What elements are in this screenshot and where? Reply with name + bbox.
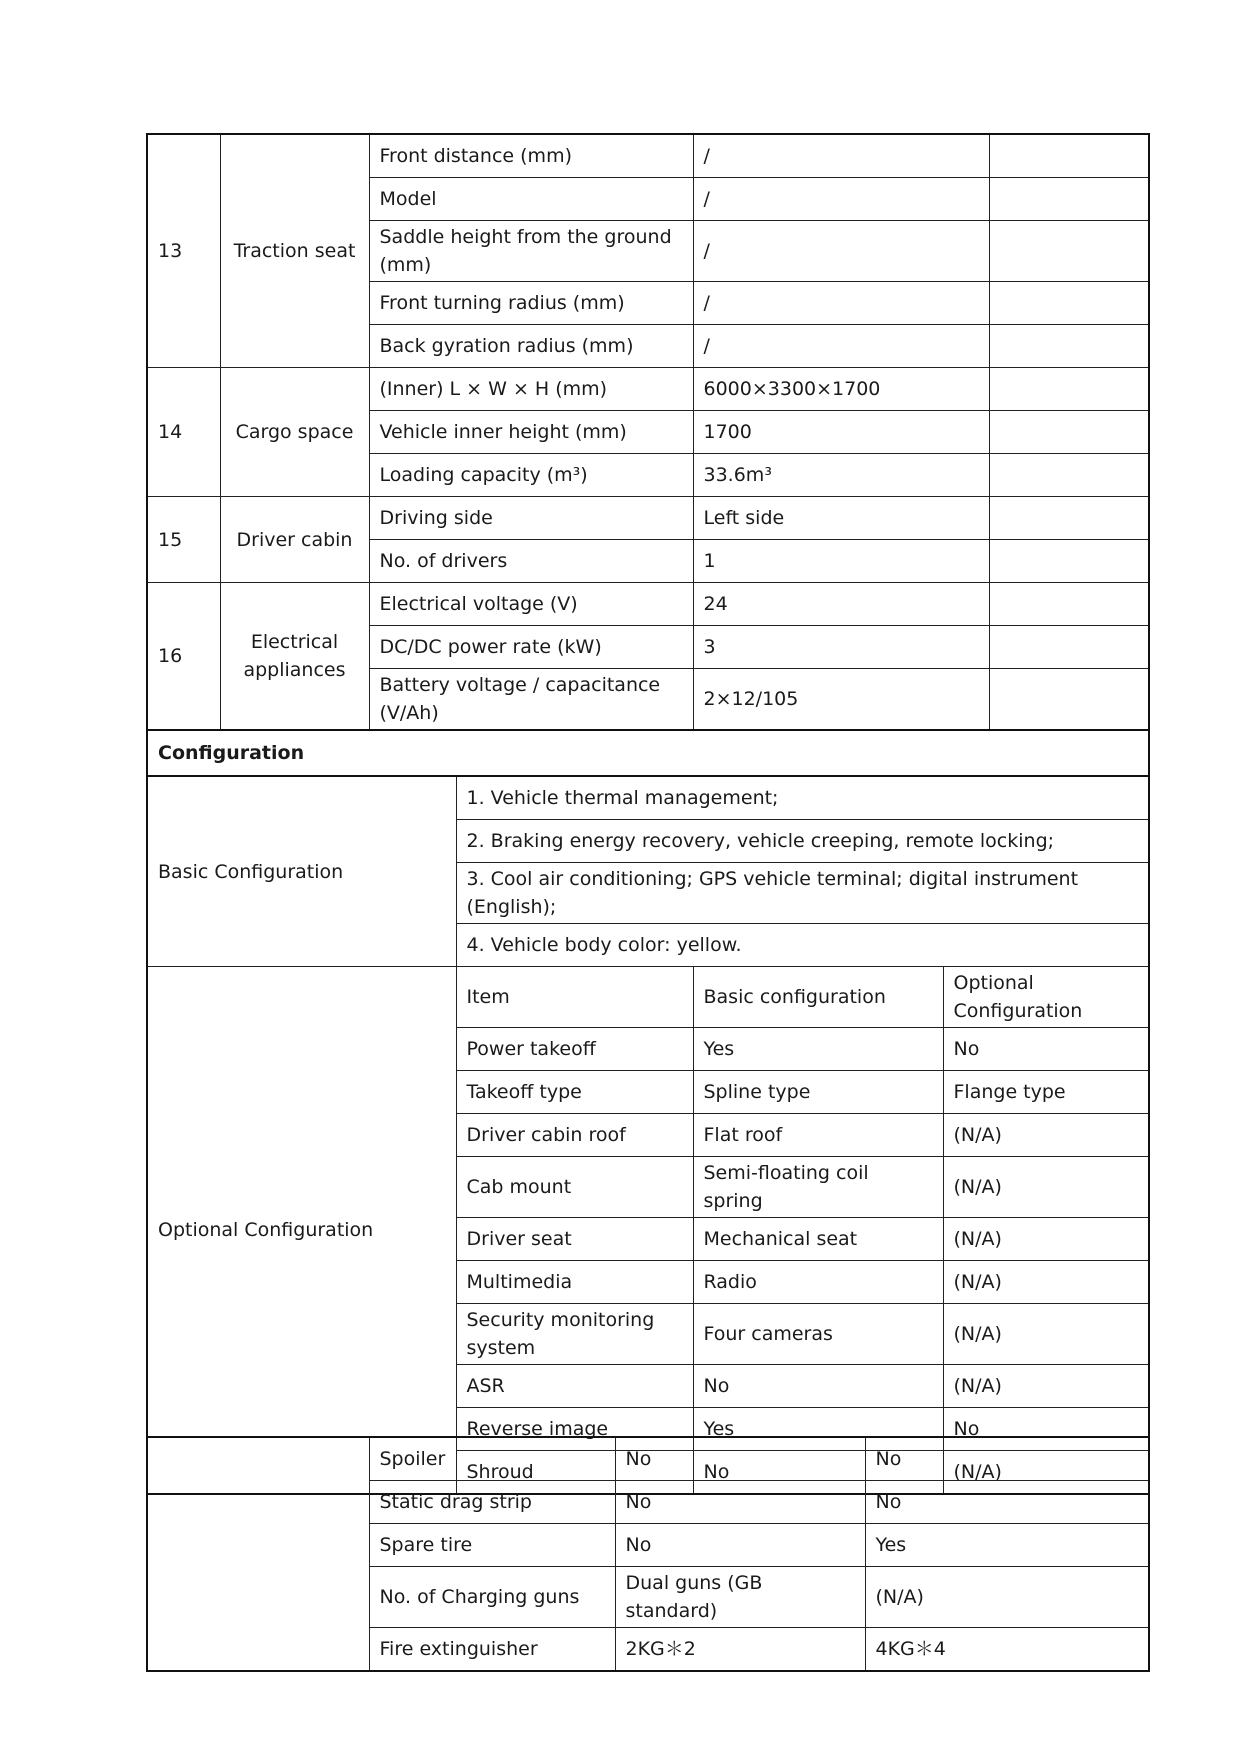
option-basic: No	[615, 1437, 865, 1481]
spec-value: /	[693, 134, 989, 178]
option-optional: (N/A)	[943, 1157, 1149, 1218]
optional-config-label: Optional Configuration	[147, 967, 456, 1495]
option-basic: 2KG＊2	[615, 1628, 865, 1672]
spec-note	[989, 221, 1149, 282]
spec-item: DC/DC power rate (kW)	[369, 626, 693, 669]
option-basic: No	[693, 1451, 943, 1495]
option-basic: Radio	[693, 1261, 943, 1304]
option-optional: No	[865, 1481, 1149, 1524]
spec-item: Driving side	[369, 497, 693, 540]
spec-value: 1700	[693, 411, 989, 454]
option-basic: Four cameras	[693, 1304, 943, 1365]
option-item: Driver cabin roof	[456, 1114, 693, 1157]
spec-value: 3	[693, 626, 989, 669]
option-basic: Yes	[693, 1408, 943, 1451]
option-optional: 4KG＊4	[865, 1628, 1149, 1672]
option-optional: (N/A)	[943, 1304, 1149, 1365]
spec-note	[989, 669, 1149, 731]
column-header-optional: Optional Configuration	[943, 967, 1149, 1028]
option-item: Power takeoff	[456, 1028, 693, 1071]
spec-note	[989, 134, 1149, 178]
option-optional: Yes	[865, 1524, 1149, 1567]
option-basic: Flat roof	[693, 1114, 943, 1157]
spec-value: 1	[693, 540, 989, 583]
option-optional: No	[865, 1437, 1149, 1481]
spec-item: Vehicle inner height (mm)	[369, 411, 693, 454]
option-item: Driver seat	[456, 1218, 693, 1261]
spec-table	[146, 133, 1150, 1495]
option-basic: No	[615, 1524, 865, 1567]
spec-note	[989, 368, 1149, 411]
spec-note	[989, 626, 1149, 669]
spec-note	[989, 178, 1149, 221]
spec-row	[147, 368, 1149, 411]
option-basic: No	[693, 1365, 943, 1408]
spec-value: 33.6m³	[693, 454, 989, 497]
option-item: Takeoff type	[456, 1071, 693, 1114]
option-optional: Flange type	[943, 1071, 1149, 1114]
option-item: Spare tire	[369, 1524, 615, 1567]
spec-item: (Inner) L × W × H (mm)	[369, 368, 693, 411]
spec-note	[989, 411, 1149, 454]
spec-value: /	[693, 221, 989, 282]
option-basic: Yes	[693, 1028, 943, 1071]
group-number: 14	[147, 368, 220, 497]
option-item: ASR	[456, 1365, 693, 1408]
spec-row	[147, 497, 1149, 540]
spec-item: Back gyration radius (mm)	[369, 325, 693, 368]
optional-header-row	[147, 967, 1149, 1028]
option-optional: (N/A)	[943, 1365, 1149, 1408]
spec-value: Left side	[693, 497, 989, 540]
spec-row	[147, 583, 1149, 626]
spec-note	[989, 540, 1149, 583]
group-name: Traction seat	[220, 134, 369, 368]
option-item: Spoiler	[369, 1437, 615, 1481]
spec-item: Electrical voltage (V)	[369, 583, 693, 626]
group-number: 15	[147, 497, 220, 583]
spec-note	[989, 497, 1149, 540]
spec-note	[989, 583, 1149, 626]
group-number: 13	[147, 134, 220, 368]
option-item: Reverse image	[456, 1408, 693, 1451]
spec-row	[147, 134, 1149, 178]
basic-config-label: Basic Configuration	[147, 776, 456, 967]
spec-item: Battery voltage / capacitance (V/Ah)	[369, 669, 693, 731]
configuration-heading-row	[147, 730, 1149, 776]
optional-config-label-continued	[147, 1437, 369, 1671]
option-item: No. of Charging guns	[369, 1567, 615, 1628]
spec-value: /	[693, 282, 989, 325]
spec-note	[989, 325, 1149, 368]
option-item: Security monitoring system	[456, 1304, 693, 1365]
spec-value: 2×12/105	[693, 669, 989, 731]
option-item: Multimedia	[456, 1261, 693, 1304]
spec-item: Model	[369, 178, 693, 221]
option-basic: Mechanical seat	[693, 1218, 943, 1261]
spec-item: Front turning radius (mm)	[369, 282, 693, 325]
option-basic: Dual guns (GB standard)	[615, 1567, 865, 1628]
spec-item: Saddle height from the ground (mm)	[369, 221, 693, 282]
spec-value: /	[693, 325, 989, 368]
option-optional: (N/A)	[943, 1114, 1149, 1157]
basic-config-item: 1. Vehicle thermal management;	[456, 776, 1149, 820]
basic-config-item: 3. Cool air conditioning; GPS vehicle terminal; digital instrument (English);	[456, 863, 1149, 924]
option-optional: (N/A)	[865, 1567, 1149, 1628]
spec-item: Front distance (mm)	[369, 134, 693, 178]
spec-value: 24	[693, 583, 989, 626]
optional-config-continued-table	[146, 1436, 1150, 1672]
option-optional: (N/A)	[943, 1261, 1149, 1304]
option-basic: Spline type	[693, 1071, 943, 1114]
option-optional: (N/A)	[943, 1218, 1149, 1261]
spec-item: No. of drivers	[369, 540, 693, 583]
group-name: Driver cabin	[220, 497, 369, 583]
basic-config-row	[147, 776, 1149, 820]
optional-row	[147, 1437, 1149, 1481]
column-header-item: Item	[456, 967, 693, 1028]
configuration-heading: Configuration	[147, 730, 1149, 776]
column-header-basic: Basic configuration	[693, 967, 943, 1028]
option-item: Cab mount	[456, 1157, 693, 1218]
option-optional: No	[943, 1408, 1149, 1451]
option-basic: No	[615, 1481, 865, 1524]
group-name: Electrical appliances	[220, 583, 369, 731]
spec-value: /	[693, 178, 989, 221]
spec-note	[989, 454, 1149, 497]
spec-note	[989, 282, 1149, 325]
option-optional: (N/A)	[943, 1451, 1149, 1495]
option-item: Fire extinguisher	[369, 1628, 615, 1672]
basic-config-item: 4. Vehicle body color: yellow.	[456, 924, 1149, 967]
spec-item: Loading capacity (m³)	[369, 454, 693, 497]
group-number: 16	[147, 583, 220, 731]
basic-config-item: 2. Braking energy recovery, vehicle creeping, remote locking;	[456, 820, 1149, 863]
spec-value: 6000×3300×1700	[693, 368, 989, 411]
option-item: Static drag strip	[369, 1481, 615, 1524]
option-optional: No	[943, 1028, 1149, 1071]
group-name: Cargo space	[220, 368, 369, 497]
option-item: Shroud	[456, 1451, 693, 1495]
option-basic: Semi-floating coil spring	[693, 1157, 943, 1218]
